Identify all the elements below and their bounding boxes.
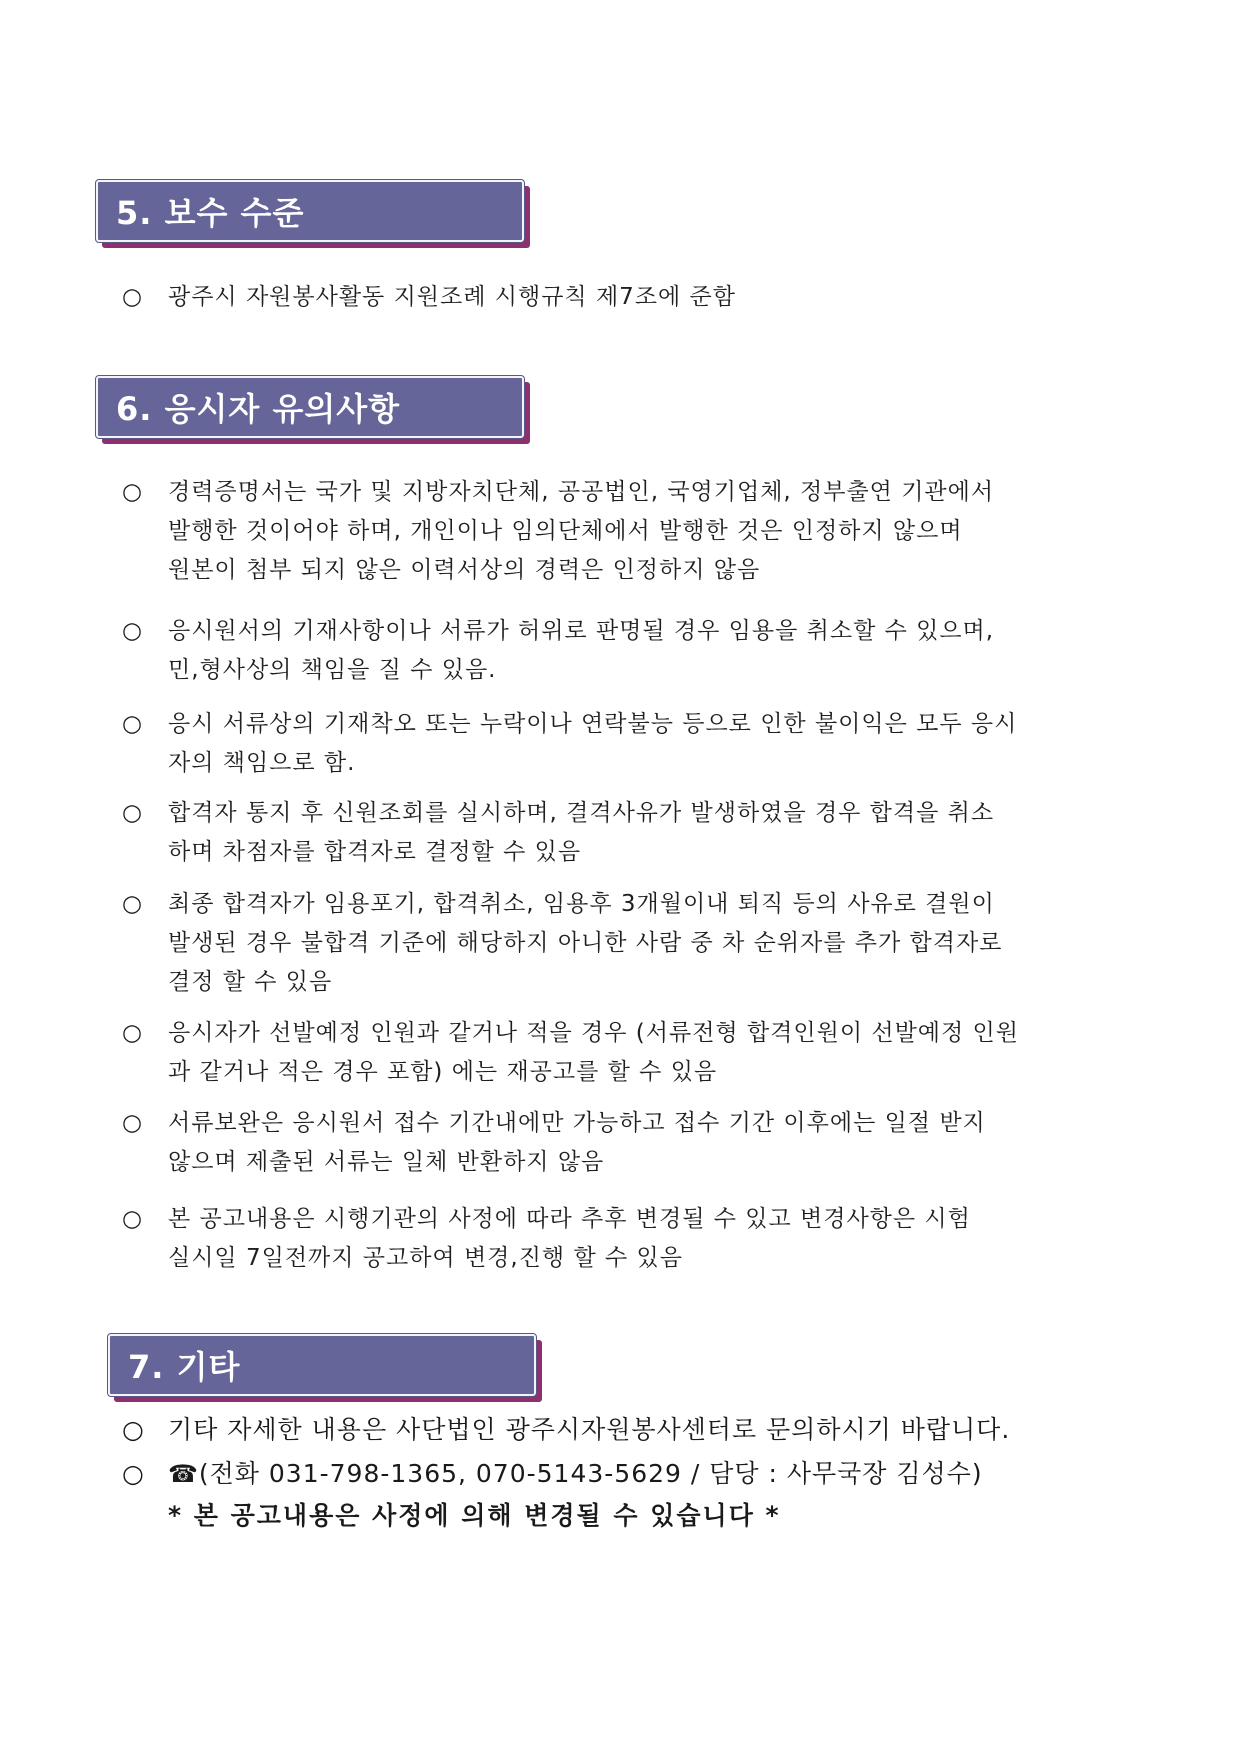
section-title: 5. 보수 수준 — [116, 194, 305, 232]
list-item — [122, 1200, 971, 1278]
contact-text — [122, 1459, 983, 1488]
phone-icon: ☎ — [168, 1460, 199, 1488]
circle-bullet-icon: ○ — [122, 618, 144, 644]
item-text: 최종 합격자가 임용포기, 합격취소, 임용후 3개월이내 퇴직 등의 사유로 결원이 발생된 경우 불합격 기준에 해당하지 아니한 사람 중 차 순위자를 추가 합격자로 결정 할 수 있음 — [168, 891, 1003, 995]
item-text: 응시원서의 기재사항이나 서류가 허위로 판명될 경우 임용을 취소할 수 있으며, 민,형사상의 책임을 질 수 있음. — [168, 618, 995, 683]
section-header-5 — [96, 180, 524, 242]
section-title: 7. 기타 — [128, 1348, 241, 1386]
item-text: 응시 서류상의 기재착오 또는 누락이나 연락불능 등으로 인한 불이익은 모두 응시 자의 책임으로 함. — [168, 711, 1018, 776]
contact-line — [122, 1408, 1010, 1452]
list-item — [122, 473, 994, 590]
circle-bullet-icon: ○ — [122, 1206, 144, 1232]
list-item — [122, 1014, 1019, 1092]
header-box — [108, 1334, 536, 1396]
circle-bullet-icon: ○ — [122, 1459, 145, 1488]
item-text: 서류보완은 응시원서 접수 기간내에만 가능하고 접수 기간 이후에는 일절 받지 않으며 제출된 서류는 일체 반환하지 않음 — [168, 1110, 986, 1175]
item-text: 응시자가 선발예정 인원과 같거나 적을 경우 (서류전형 합격인원이 선발예정 인원 과 같거나 적은 경우 포함) 에는 재공고를 할 수 있음 — [168, 1020, 1019, 1085]
list-item — [122, 278, 736, 317]
list-item — [122, 612, 994, 690]
circle-bullet-icon: ○ — [122, 1110, 144, 1136]
list-item — [122, 794, 994, 872]
circle-bullet-icon: ○ — [122, 1415, 145, 1444]
circle-bullet-icon: ○ — [122, 891, 144, 917]
list-item — [122, 705, 1017, 783]
change-notice: * 본 공고내용은 사정에 의해 변경될 수 있습니다 * — [168, 1501, 781, 1530]
item-text: 광주시 자원봉사활동 지원조례 시행규칙 제7조에 준함 — [168, 284, 736, 310]
circle-bullet-icon: ○ — [122, 1020, 144, 1046]
circle-bullet-icon: ○ — [122, 711, 144, 737]
list-item — [122, 885, 1002, 1002]
header-box — [96, 180, 524, 242]
circle-bullet-icon: ○ — [122, 284, 144, 310]
header-box — [96, 376, 524, 438]
section-title: 6. 응시자 유의사항 — [116, 390, 401, 428]
section-header-6 — [96, 376, 524, 438]
circle-bullet-icon: ○ — [122, 479, 144, 505]
item-text: 경력증명서는 국가 및 지방자치단체, 공공법인, 국영기업체, 정부출연 기관에서 발행한 것이어야 하며, 개인이나 임의단체에서 발행한 것은 인정하지 않으며 원본이 첨부 되지 않은 이력서상의 경력은 인정하지 않음 — [168, 479, 995, 583]
contact-text: 기타 자세한 내용은 사단법인 광주시자원봉사센터로 문의하시기 바랍니다. — [168, 1415, 1011, 1444]
contact-line — [122, 1452, 983, 1496]
list-item — [122, 1104, 986, 1182]
item-text: 합격자 통지 후 신원조회를 실시하며, 결격사유가 발생하였을 경우 합격을 취소 하며 차점자를 합격자로 결정할 수 있음 — [168, 800, 995, 865]
circle-bullet-icon: ○ — [122, 800, 144, 826]
item-text: 본 공고내용은 시행기관의 사정에 따라 추후 변경될 수 있고 변경사항은 시험 실시일 7일전까지 공고하여 변경,진행 할 수 있음 — [168, 1206, 971, 1271]
section-header-7 — [108, 1334, 536, 1396]
phone-detail: (전화 031-798-1365, 070-5143-5629 / 담당 : 사무국장 김성수) — [198, 1459, 983, 1488]
